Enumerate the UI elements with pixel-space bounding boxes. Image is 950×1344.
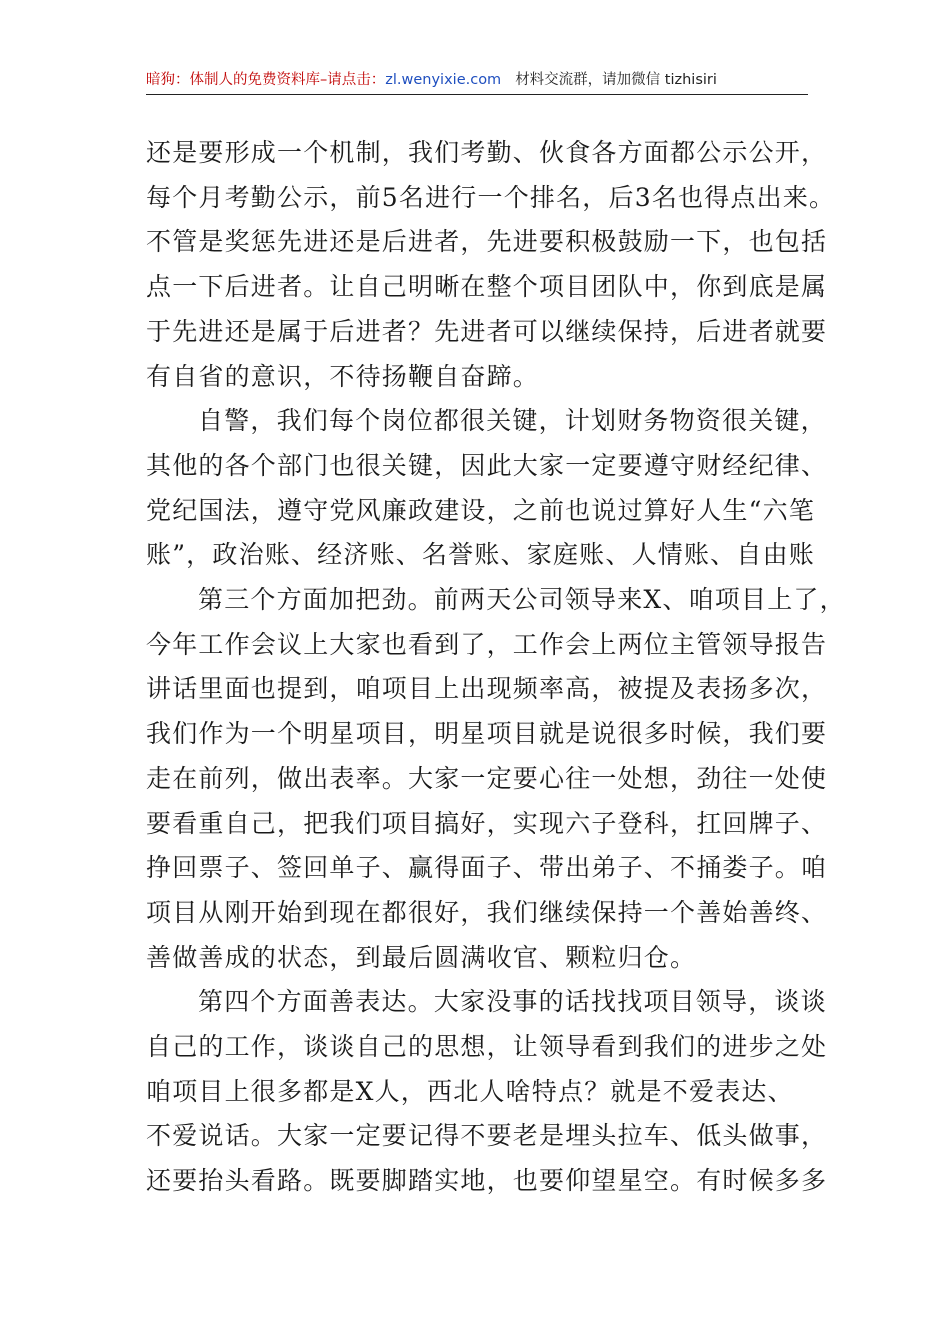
text-line: 咱项目上很多都是X人，西北人啥特点？就是不爱表达、 [146, 1076, 794, 1106]
text-line: 其他的各个部门也很关键，因此大家一定要遵守财经纪律、 [146, 450, 828, 480]
text-line: 党纪国法，遵守党风廉政建设，之前也说过算好人生“六笔 [146, 495, 815, 525]
document-body [146, 131, 846, 1204]
paragraph-2 [146, 399, 828, 578]
text-line: 第三个方面加把劲。前两天公司领导来X、咱项目上了， [198, 585, 846, 615]
header-link[interactable]: zl.wenyixie.com [385, 72, 502, 88]
text-line: 每个月考勤公示，前5名进行一个排名，后3名也得点出来。 [146, 182, 836, 212]
text-line: 走在前列，做出表率。大家一定要心往一处想，劲往一处使 [146, 763, 828, 793]
text-line: 要看重自己，把我们项目搞好，实现六子登科，扛回牌子、 [146, 808, 828, 838]
text-line: 不爱说话。大家一定要记得不要老是埋头拉车、低头做事， [146, 1121, 828, 1151]
header-brand: 暗狗：体制人的免费资料库 [146, 72, 320, 88]
text-line: 挣回票子、签回单子、赢得面子、带出弟子、不捅娄子。咱 [146, 853, 828, 883]
header-group-info: 材料交流群，请加微信 tizhisiri [515, 72, 717, 88]
header-separator: –请点击： [320, 72, 386, 88]
text-line: 点一下后进者。让自己明晰在整个项目团队中，你到底是属 [146, 272, 828, 302]
paragraph-1 [146, 131, 836, 399]
text-line: 账”，政治账、经济账、名誉账、家庭账、人情账、自由账 [146, 540, 815, 570]
text-line: 善做善成的状态，到最后圆满收官、颗粒归仓。 [146, 942, 697, 972]
text-line: 讲话里面也提到，咱项目上出现频率高，被提及表扬多次， [146, 674, 828, 704]
text-line: 还要抬头看路。既要脚踏实地，也要仰望星空。有时候多多 [146, 1166, 828, 1196]
text-line: 于先进还是属于后进者？先进者可以继续保持，后进者就要 [146, 316, 828, 346]
text-line: 自警，我们每个岗位都很关键，计划财务物资很关键， [198, 406, 827, 436]
text-line: 有自省的意识，不待扬鞭自奋蹄。 [146, 361, 540, 391]
text-line: 我们作为一个明星项目，明星项目就是说很多时候，我们要 [146, 719, 828, 749]
paragraph-3 [146, 578, 846, 980]
text-line: 不管是奖惩先进还是后进者，先进要积极鼓励一下，也包括 [146, 227, 828, 257]
page-header [146, 66, 808, 95]
text-line: 今年工作会议上大家也看到了，工作会上两位主管领导报告 [146, 629, 828, 659]
paragraph-4 [146, 980, 828, 1204]
text-line: 自己的工作，谈谈自己的思想，让领导看到我们的进步之处 [146, 1032, 828, 1062]
text-line: 项目从刚开始到现在都很好，我们继续保持一个善始善终、 [146, 897, 828, 927]
text-line: 第四个方面善表达。大家没事的话找找项目领导，谈谈 [198, 987, 827, 1017]
text-line: 还是要形成一个机制，我们考勤、伙食各方面都公示公开， [146, 138, 828, 167]
